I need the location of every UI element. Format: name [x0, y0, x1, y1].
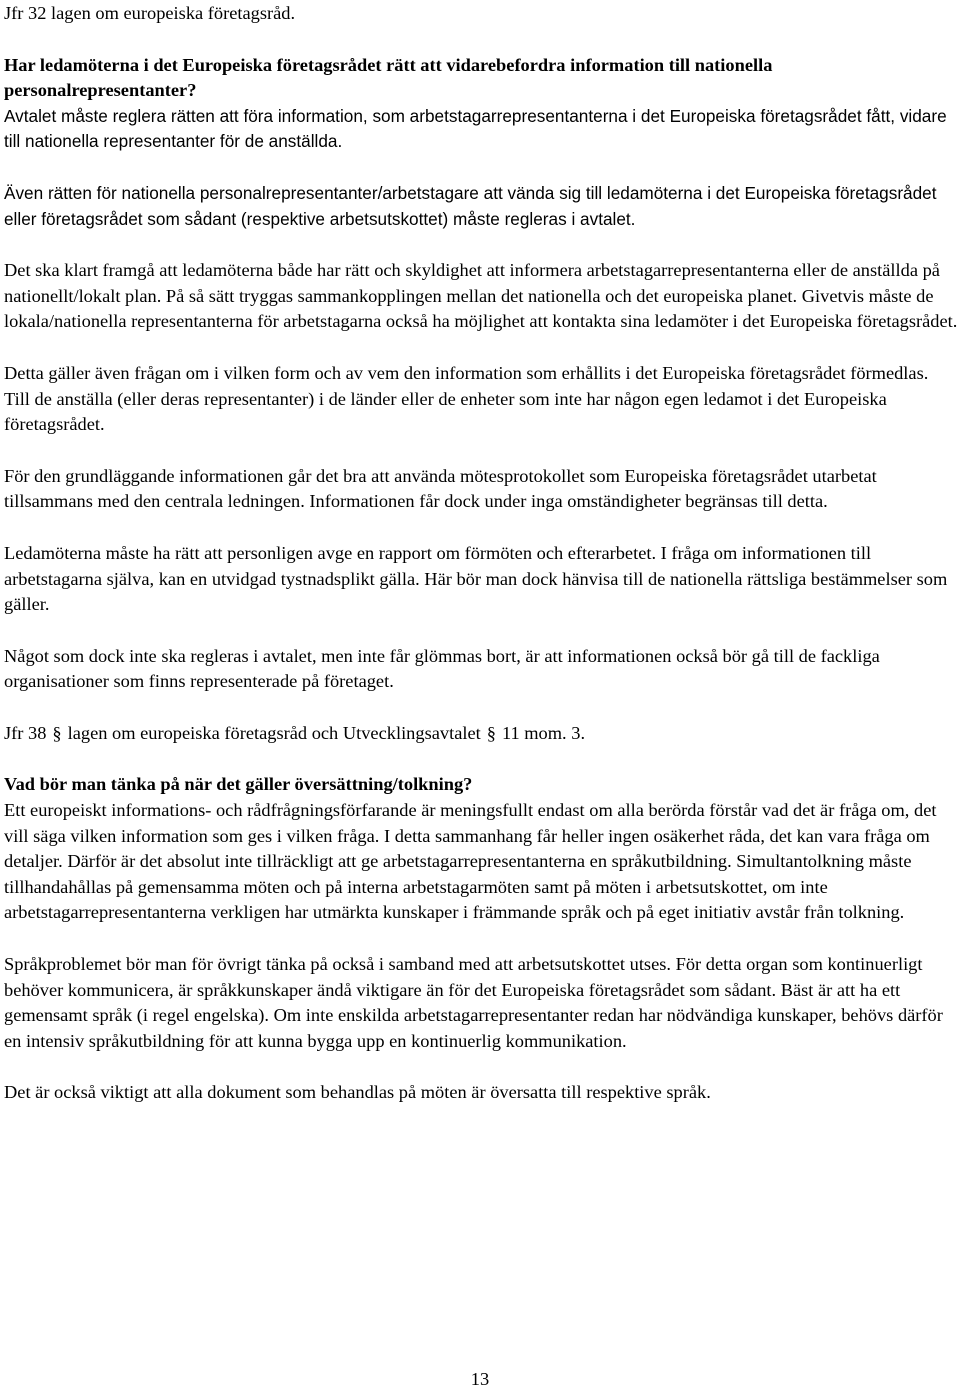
section-sign-1: § — [52, 722, 62, 743]
question-heading-1: Har ledamöterna i det Europeiska företagsrådet rätt att vidarebefordra information till nationella personalrepresentanter? — [4, 54, 773, 101]
reference-line-1: Jfr 32 lagen om europeiska företagsråd. — [4, 3, 296, 23]
paragraph-7: Något som dock inte ska regleras i avtalet, men inte får glömmas bort, är att informationen också bör gå till de fackliga organisationer som finns representerade på företaget. — [4, 645, 880, 692]
reference-text-a: Jfr 38 — [4, 722, 47, 743]
reference-text-b: lagen om europeiska företagsråd och Utvecklingsavtalet — [67, 722, 481, 743]
paragraph-8: Ett europeiskt informations- och rådfrågningsförfarande är meningsfullt endast om alla berörda förstår vad det är fråga om, det vill säga vilken information som ges i vilken fråga. I detta sammanhang får heller ingen osäkerhet råda, det kan vara fråga om detaljer. Därför är det absolut inte tillräckligt att ge arbetstagarrepresentanterna en språkutbildning. Simultantolkning måste tillhandahållas på gemensamma möten och på interna arbetstagarmöten samt på möten i arbetsutskottet, om inte arbetstagarrepresentanterna verkligen har utmärkta kunskaper i främmande språk och på eget initiativ avstår från tolkning. — [4, 800, 937, 923]
paragraph-5: För den grundläggande informationen går det bra att använda mötesprotokollet som Europeiska företagsrådet utarbetat tillsammans med den centrala ledningen. Informationen får dock under inga omständigheter begränsas till detta. — [4, 465, 877, 512]
paragraph-4: Detta gäller även frågan om i vilken form och av vem den information som erhållits i det Europeiska företagsrådet förmedlas. Till de anställa (eller deras representanter) i de länder eller de enheter som inte har någon egen ledamot i det Europeiska företagsrådet. — [4, 362, 929, 435]
reference-line-2 — [4, 721, 958, 747]
question-heading-2: Vad bör man tänka på när det gäller översättning/tolkning? — [4, 774, 473, 795]
paragraph-9: Språkproblemet bör man för övrigt tänka på också i samband med att arbetsutskottet utses. För detta organ som kontinuerligt behöver kommunicera, är språkkunskaper ändå viktigare än för det Europeiska företagsrådet som sådant. Bäst är att ha ett gemensamt språk (i regel engelska). Om inte enskilda arbetstagarrepresentanter redan har nödvändiga kunskaper, behövs därför en intensiv språkutbildning för att kunna bygga upp en kontinuerlig kommunikation. — [4, 954, 943, 1051]
paragraph-2: Även rätten för nationella personalrepresentanter/arbetstagare att vända sig till ledamöterna i det Europeiska företagsrådet eller företagsrådet som sådant (respektive arbetsutskottet) måste regleras i avtalet. — [4, 182, 937, 229]
paragraph-10: Det är också viktigt att alla dokument som behandlas på möten är översatta till respektive språk. — [4, 1082, 711, 1103]
paragraph-6: Ledamöterna måste ha rätt att personligen avge en rapport om förmöten och efterarbetet. I fråga om informationen till arbetstagarna själva, kan en utvidgad tystnadsplikt gälla. Här bör man dock hänvisa till de nationella rättsliga bestämmelser som gäller. — [4, 542, 948, 615]
document-page — [4, 0, 958, 1106]
page-number: 13 — [470, 1369, 490, 1389]
paragraph-3: Det ska klart framgå att ledamöterna både har rätt och skyldighet att informera arbetstagarrepresentanterna eller de anställda på nationellt/lokalt plan. På så sätt tryggas sammankopplingen mellan det nationella och det europeiska planet. Givetvis måste de lokala/nationella representanterna för arbetstagarna också ha möjlighet att kontakta sina ledamöter i det Europeiska företagsrådet. — [4, 260, 958, 332]
section-sign-2: § — [486, 722, 496, 743]
reference-text-c: 11 mom. 3. — [501, 722, 586, 743]
paragraph-1: Avtalet måste reglera rätten att föra information, som arbetstagarrepresentanterna i det Europeiska företagsrådet fått, vidare till nationella representanter för de anställda. — [4, 105, 947, 152]
